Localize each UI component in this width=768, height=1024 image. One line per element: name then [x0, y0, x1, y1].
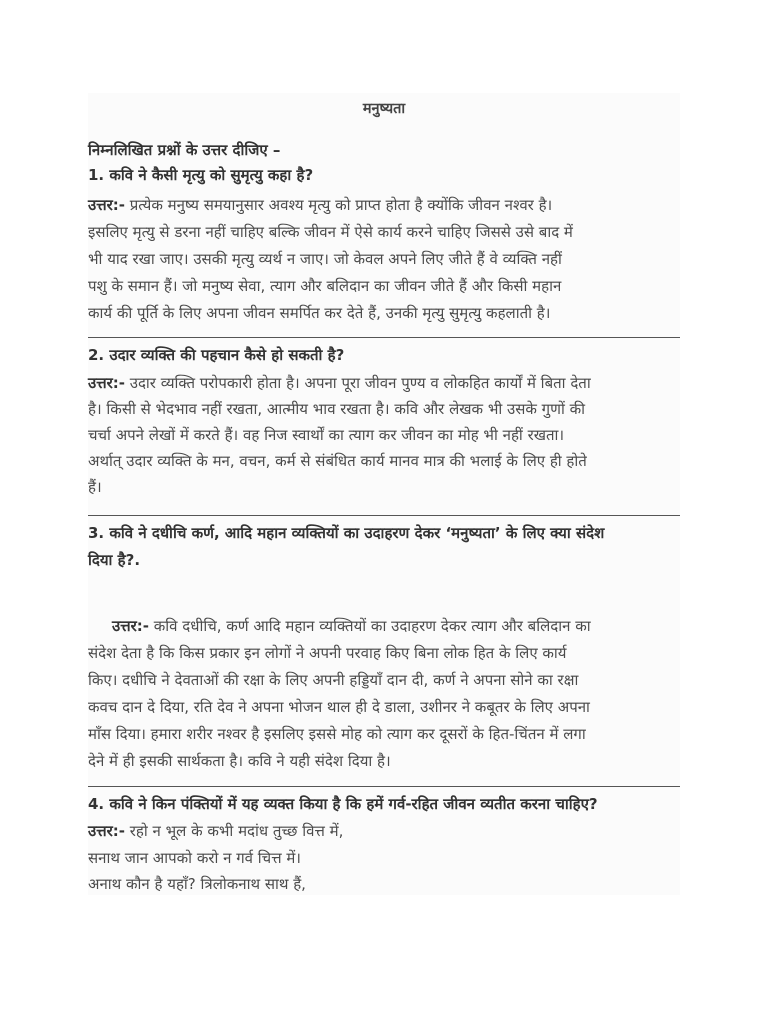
answer-4-line-2: सनाथ जान आपको करो न गर्व चित्त में।: [88, 849, 301, 867]
answer-1-line-4: पशु के समान हैं। जो मनुष्य सेवा, त्याग और बलिदान का जीवन जीते हैं और किसी महान: [88, 277, 562, 295]
answer-3-line-4: कवच दान दे दिया, रति देव ने अपना भोजन थाल ही दे डाला, उशीनर ने कबूतर के लिए अपना: [88, 698, 590, 716]
instruction-heading: निम्नलिखित प्रश्नों के उत्तर दीजिए –: [88, 141, 281, 159]
question-1: 1. कवि ने कैसी मृत्यु को सुमृत्यु कहा है?: [88, 166, 314, 184]
answer-1-line-2: इसलिए मृत्यु से डरना नहीं चाहिए बल्कि जीवन में ऐसे कार्य करने चाहिए जिससे उसे बाद में: [88, 223, 573, 241]
answer-3-line-1: उत्तर:- कवि दधीचि, कर्ण आदि महान व्यक्तियों का उदाहरण देकर त्याग और बलिदान का: [112, 617, 591, 635]
answer-3-line-6: देने में ही इसकी सार्थकता है। कवि ने यही संदेश दिया है।: [88, 752, 391, 770]
document-page: [88, 93, 680, 895]
question-4: 4. कवि ने किन पंक्तियों में यह व्यक्त किया है कि हमें गर्व-रहित जीवन व्यतीत करना चाहिए?: [88, 795, 598, 813]
answer-3-line-5: माँस दिया। हमारा शरीर नश्वर है इसलिए इससे मोह को त्याग कर दूसरों के हित-चिंतन में लगा: [88, 725, 586, 743]
question-3-line-2: दिया है?.: [88, 551, 141, 569]
answer-2-line-4: अर्थात् उदार व्यक्ति के मन, वचन, कर्म से संबंधित कार्य मानव मात्र की भलाई के लिए ही होते: [88, 452, 587, 470]
answer-2-line-5: हैं।: [88, 478, 102, 496]
answer-1-line-3: भी याद रखा जाए। उसकी मृत्यु व्यर्थ न जाए। जो केवल अपने लिए जीते हैं वे व्यक्ति नहीं: [88, 250, 562, 268]
answer-3-line-2: संदेश देता है कि किस प्रकार इन लोगों ने अपनी परवाह किए बिना लोक हित के लिए कार्य: [88, 644, 567, 662]
answer-label: उत्तर:-: [112, 617, 149, 635]
question-2: 2. उदार व्यक्ति की पहचान कैसे हो सकती है?: [88, 346, 345, 364]
answer-1-line-1: उत्तर:- प्रत्येक मनुष्य समयानुसार अवश्य मृत्यु को प्राप्त होता है क्योंकि जीवन नश्वर है।: [88, 196, 553, 214]
divider: [88, 786, 680, 787]
question-3-line-1: 3. कवि ने दधीचि कर्ण, आदि महान व्यक्तियों का उदाहरण देकर ‘मनुष्यता’ के लिए क्या संदेश: [88, 524, 605, 542]
divider: [88, 337, 680, 338]
answer-4-line-3: अनाथ कौन है यहाँ? त्रिलोकनाथ साथ हैं,: [88, 875, 306, 893]
answer-label: उत्तर:-: [88, 374, 125, 392]
answer-1-line-5: कार्य की पूर्ति के लिए अपना जीवन समर्पित कर देते हैं, उनकी मृत्यु सुमृत्यु कहलाती है।: [88, 304, 551, 322]
document-title: मनुष्यता: [362, 101, 406, 117]
answer-2-line-1: उत्तर:- उदार व्यक्ति परोपकारी होता है। अपना पूरा जीवन पुण्य व लोकहित कार्यों में बिता देता: [88, 374, 591, 392]
answer-4-line-1: उत्तर:- रहो न भूल के कभी मदांध तुच्छ वित्त में,: [88, 822, 344, 840]
answer-2-line-2: है। किसी से भेदभाव नहीं रखता, आत्मीय भाव रखता है। कवि और लेखक भी उसके गुणों की: [88, 400, 586, 418]
answer-2-line-3: चर्चा अपने लेखों में करते हैं। वह निज स्वार्थों का त्याग कर जीवन का मोह भी नहीं रखता।: [88, 426, 565, 444]
answer-label: उत्तर:-: [88, 822, 125, 840]
answer-label: उत्तर:-: [88, 196, 125, 214]
answer-3-line-3: किए। दधीचि ने देवताओं की रक्षा के लिए अपनी हड्डियाँ दान दी, कर्ण ने अपना सोने का रक्षा: [88, 671, 579, 689]
divider: [88, 515, 680, 516]
